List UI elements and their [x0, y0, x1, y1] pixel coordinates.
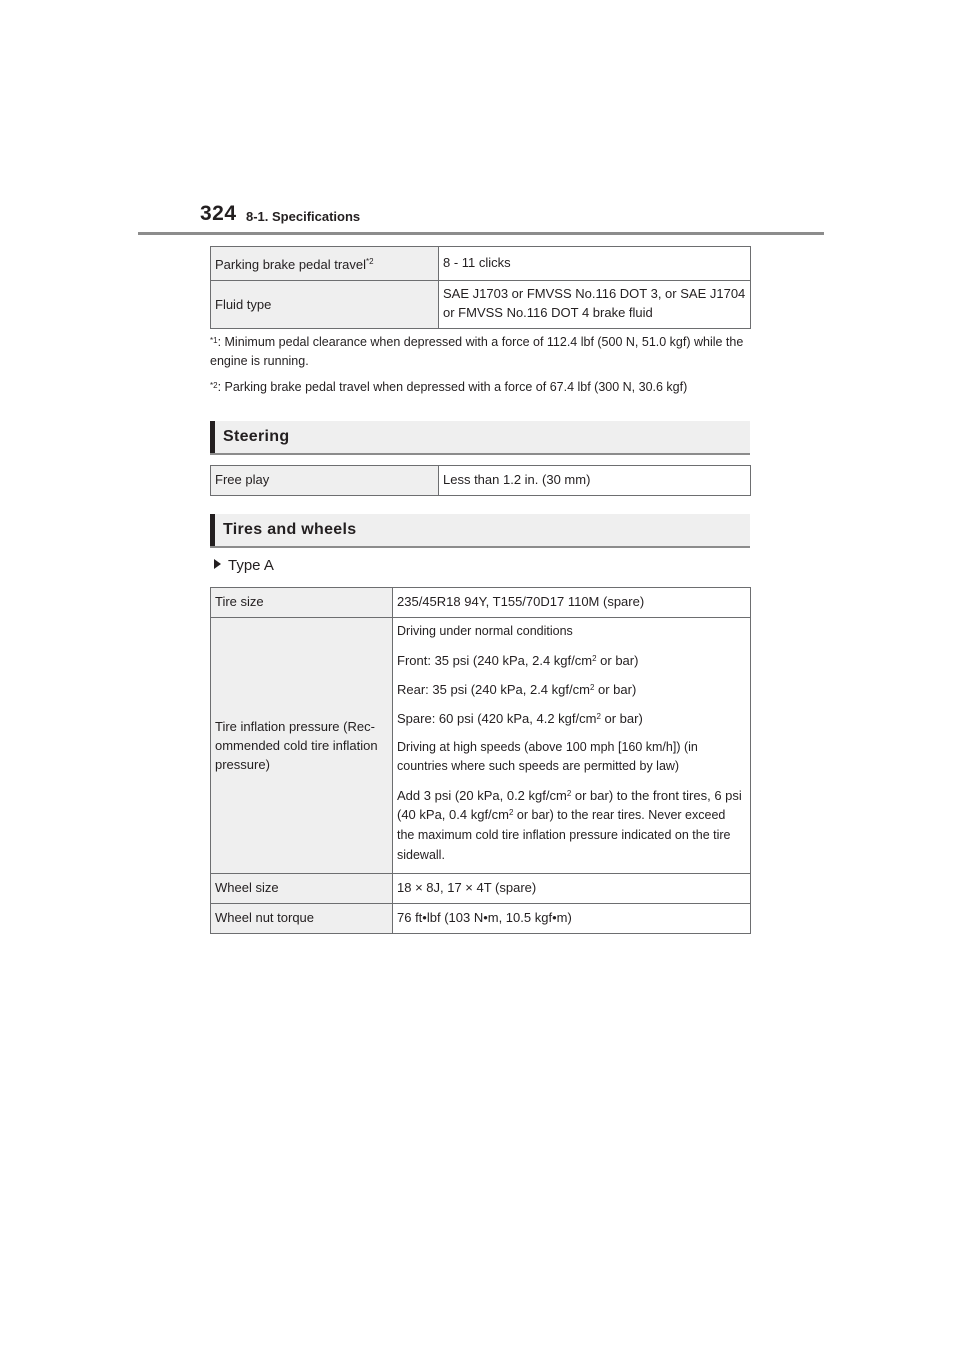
free-play-label: Free play	[215, 472, 270, 487]
table-value-cell	[439, 281, 751, 329]
high-speed-heading: Driving at high speeds (above 100 mph [160 km/h]) (in countries where such speeds are permitted by law)	[397, 740, 698, 773]
front-pressure-text: Front: 35 psi (240 kPa, 2.4 kgf/cm	[397, 653, 593, 668]
tire-size-label: Tire size	[215, 594, 264, 609]
footnote-mark: *1	[210, 336, 218, 345]
front-pressure	[397, 651, 746, 670]
table-value-cell	[439, 247, 751, 281]
fluid-type-value: SAE J1703 or FMVSS No.116 DOT 3, or SAE J1704 or FMVSS No.116 DOT 4 brake fluid	[443, 286, 746, 320]
footnote-text: : Minimum pedal clearance when depressed with a force of 112.4 lbf (500 N, 51.0 kgf) while the engine is running.	[210, 335, 744, 368]
note-part: or bar) to the rear tires. Never exceed the maximum cold tire inflation pressure indicated on the tire sidewall.	[397, 808, 731, 862]
table-row	[211, 466, 751, 496]
table-row	[211, 874, 751, 904]
type-label-text: Type A	[228, 557, 274, 574]
wheel-size-value: 18 × 8J, 17 × 4T (spare)	[397, 880, 537, 895]
type-label	[214, 557, 274, 574]
superscript: 2	[592, 654, 597, 663]
tire-pressure-label: Tire inflation pressure (Rec-ommended cold tire inflation pressure)	[215, 719, 378, 772]
spare-pressure	[397, 709, 746, 728]
table-label-cell	[211, 904, 393, 934]
parking-brake-travel-label: Parking brake pedal travel	[215, 257, 367, 272]
note-part: Add 3 psi (20 kPa, 0.2 kgf/cm	[397, 788, 567, 803]
wheel-nut-torque-value: 76 ft•lbf (103 N•m, 10.5 kgf•m)	[397, 910, 572, 925]
brake-spec-table	[210, 246, 751, 329]
spare-pressure-text: Spare: 60 psi (420 kPa, 4.2 kgf/cm	[397, 711, 597, 726]
section-heading: Tires and wheels	[223, 521, 357, 538]
table-label-cell	[211, 618, 393, 874]
superscript: 2	[596, 712, 601, 721]
table-row	[211, 904, 751, 934]
header-rule	[138, 232, 824, 235]
section-heading: Steering	[223, 428, 290, 445]
tire-size-value: 235/45R18 94Y, T155/70D17 110M (spare)	[397, 594, 645, 609]
spare-pressure-tail: or bar)	[600, 711, 643, 726]
fluid-type-label: Fluid type	[215, 297, 272, 312]
front-pressure-tail: or bar)	[596, 653, 639, 668]
footnote-2	[210, 378, 750, 397]
normal-conditions-heading: Driving under normal conditions	[397, 624, 573, 638]
footnote-ref: *2	[366, 257, 374, 266]
footnote-mark: *2	[210, 381, 218, 390]
parking-brake-travel-value: 8 - 11 clicks	[443, 255, 511, 270]
table-row	[211, 281, 751, 329]
table-label-cell	[211, 588, 393, 618]
triangle-bullet-icon	[214, 559, 221, 569]
table-label-cell	[211, 247, 439, 281]
table-value-cell	[393, 588, 751, 618]
table-value-cell	[393, 874, 751, 904]
page-number: 324	[200, 202, 237, 225]
note-part: or bar) to the front tires, 6 psi (40 kPa, 0.4 kgf/cm	[397, 788, 742, 822]
table-row	[211, 618, 751, 874]
table-row	[211, 247, 751, 281]
rear-pressure	[397, 680, 746, 699]
steering-spec-table	[210, 465, 751, 496]
wheel-nut-torque-label: Wheel nut torque	[215, 910, 315, 925]
section-bar	[210, 421, 215, 453]
rear-pressure-tail: or bar)	[594, 682, 637, 697]
table-label-cell	[211, 874, 393, 904]
table-label-cell	[211, 466, 439, 496]
table-label-cell	[211, 281, 439, 329]
tires-section-header	[210, 514, 750, 548]
high-speed-note	[397, 786, 746, 865]
superscript: 2	[566, 789, 572, 798]
tires-spec-table	[210, 587, 751, 934]
steering-section-header	[210, 421, 750, 455]
footnote-text: : Parking brake pedal travel when depressed with a force of 67.4 lbf (300 N, 30.6 kgf)	[217, 380, 688, 394]
superscript: 2	[589, 683, 595, 692]
table-value-cell	[393, 618, 751, 874]
table-value-cell	[439, 466, 751, 496]
wheel-size-label: Wheel size	[215, 880, 279, 895]
table-value-cell	[393, 904, 751, 934]
free-play-value: Less than 1.2 in. (30 mm)	[443, 472, 591, 487]
superscript: 2	[509, 808, 514, 817]
table-row	[211, 588, 751, 618]
section-bar	[210, 514, 215, 546]
footnote-1	[210, 333, 750, 371]
section-title: 8-1. Specifications	[246, 209, 361, 224]
rear-pressure-text: Rear: 35 psi (240 kPa, 2.4 kgf/cm	[397, 682, 590, 697]
